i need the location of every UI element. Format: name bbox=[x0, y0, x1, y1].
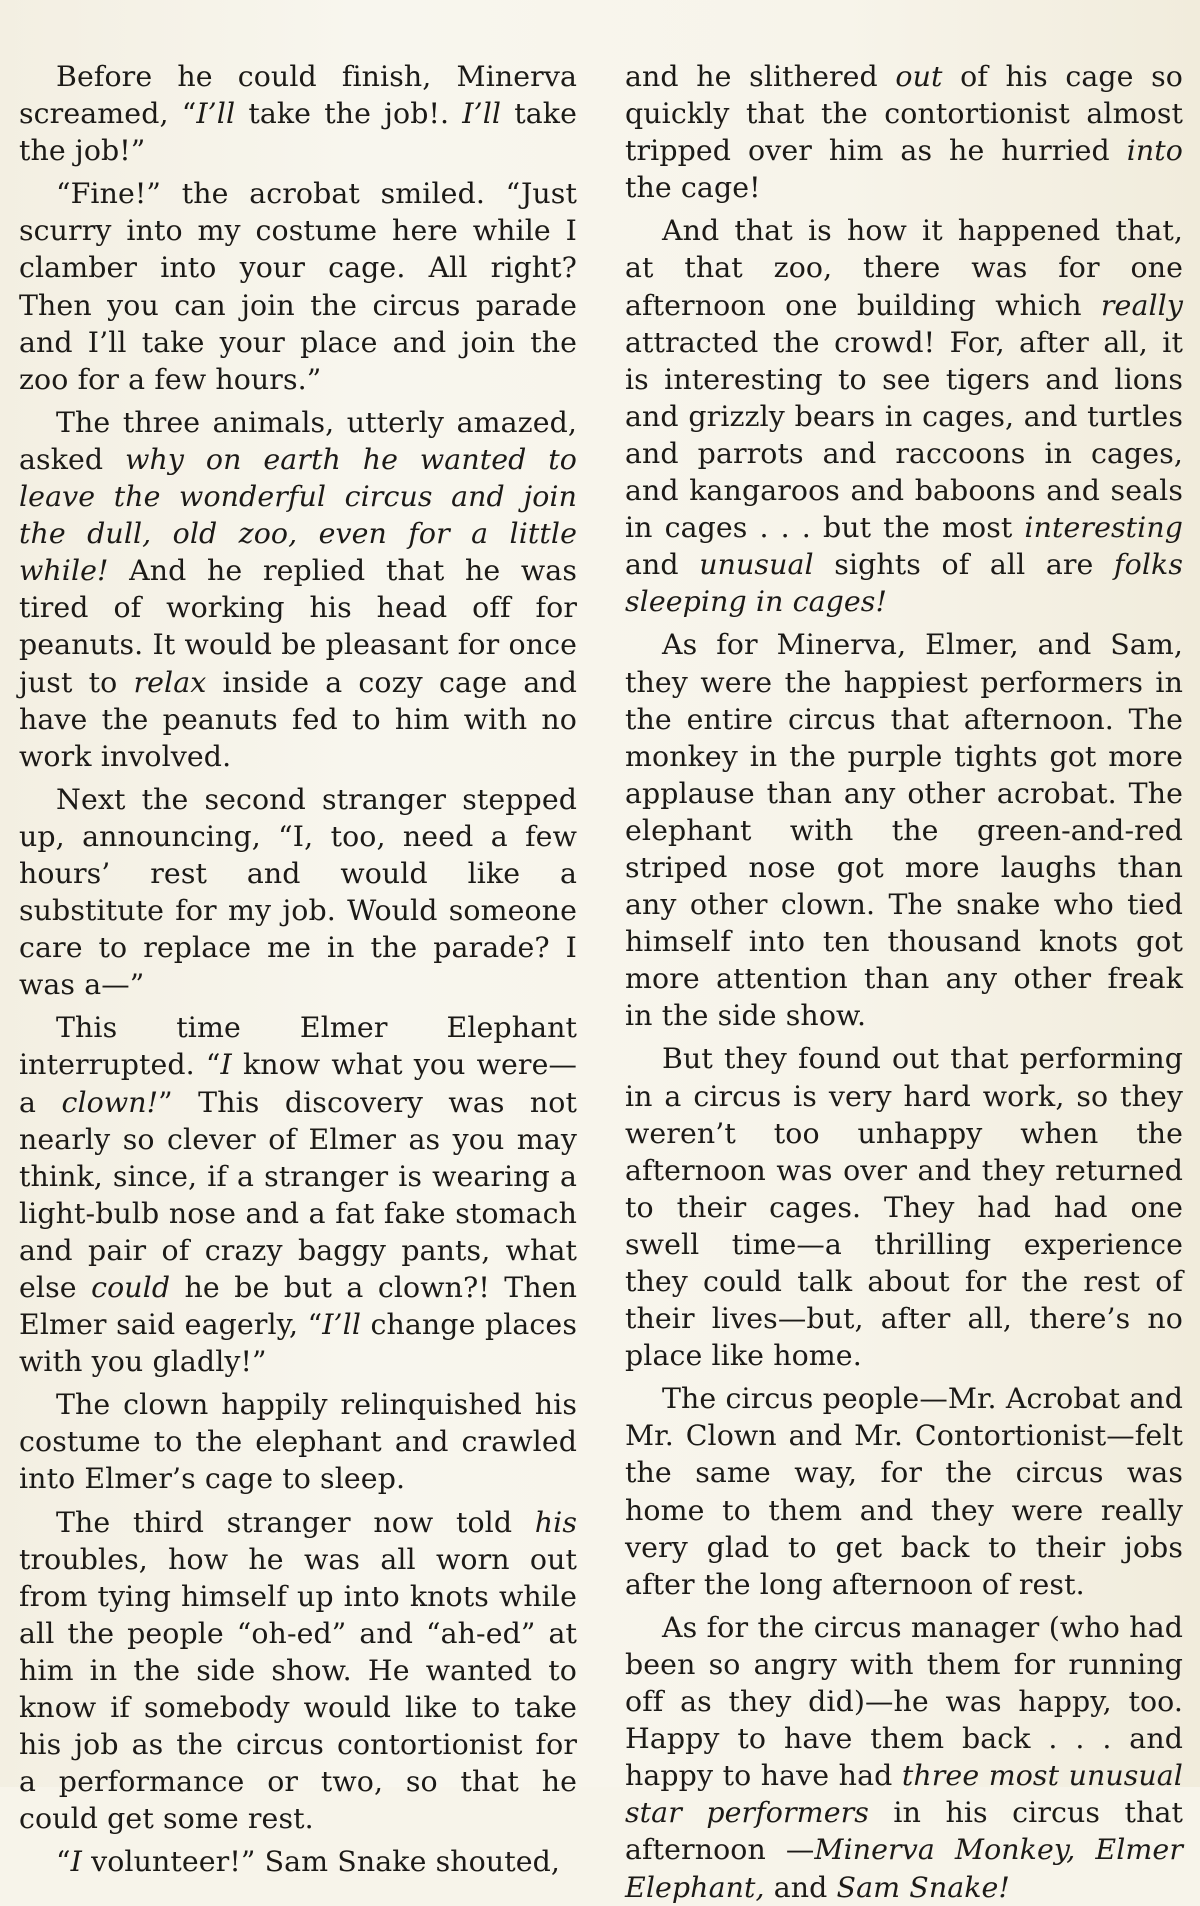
paragraph-circus-people: The circus people—Mr. Acrobat and Mr. Clown and Mr. Contortionist—felt the same way, for the circus was home to them and they were really very glad to get back to their jobs after the long afternoon of rest. bbox=[625, 1382, 1183, 1601]
text-span: Before he could finish, Minerva screamed, “ bbox=[19, 60, 577, 131]
italic-span: relax bbox=[133, 665, 207, 699]
right-column bbox=[625, 58, 1183, 1906]
text-span: the cage! bbox=[625, 171, 761, 205]
text-span: of his cage so quickly that the contortionist almost tripped over him as he hurried bbox=[625, 60, 1183, 168]
text-span: volunteer!” Sam Snake shouted, bbox=[81, 1845, 561, 1879]
italic-span: unusual bbox=[699, 548, 814, 582]
text-span: take the job!” bbox=[19, 97, 577, 168]
text-span: ” This discovery was not nearly so clever of Elmer as you may think, since, if a stranger is wearing a light-bulb nose and a fat fake stomach and pair of crazy baggy pants, what else bbox=[19, 1085, 578, 1304]
italic-span: I’ll bbox=[462, 97, 502, 131]
text-span: As for the circus manager (who had been so angry with them for running off as they did)—he was happy, too. Happy to have them back . . . and happy to have had bbox=[625, 1610, 1183, 1793]
text-span: take the job!. bbox=[235, 97, 463, 131]
italic-span: out bbox=[895, 60, 943, 93]
paragraph-minerva-screams bbox=[19, 58, 577, 169]
italic-span: clown! bbox=[61, 1085, 159, 1119]
text-span: sights of all are bbox=[813, 548, 1115, 582]
paragraph-sam-slithers bbox=[625, 58, 1183, 206]
italic-span: I’ll bbox=[322, 1308, 362, 1342]
paragraph-hard-work: But they found out that performing in a circus is very hard work, so they weren’t too unhappy when the afternoon was over and they returned to their cages. They had had one swell time—a thrilling experience they could talk about for the rest of their lives—but, after all, there’s no place like home. bbox=[625, 1042, 1183, 1373]
text-span: attracted the crowd! For, after all, it is interesting to see tigers and lions and grizzly bears in cages, and turtles and parrots and raccoons in cages, and kangaroos and baboons and seals in cages . . . but the most bbox=[625, 325, 1183, 545]
italic-span: folks sleeping in cages! bbox=[625, 548, 1183, 619]
paragraph-clown-relinquished: The clown happily relinquished his costume to the elephant and crawled into Elmer’s cage to sleep. bbox=[19, 1388, 577, 1496]
italic-span: Sam Snake! bbox=[836, 1870, 1010, 1904]
text-span: in his circus that afternoon — bbox=[625, 1796, 1183, 1867]
paragraph-second-stranger: Next the second stranger stepped up, announcing, “I, too, need a few hours’ rest and would like a substitute for my job. Would someone care to replace me in the parade? I was a—” bbox=[19, 782, 577, 1002]
italic-span: could bbox=[91, 1271, 171, 1304]
italic-span: I’ll bbox=[196, 97, 236, 131]
italic-span: his bbox=[534, 1505, 577, 1539]
text-span: The third stranger now told bbox=[56, 1505, 535, 1539]
paragraph-elmer-interrupts bbox=[19, 1009, 577, 1380]
italic-span: why on earth he wanted to leave the wonderful circus and join the dull, old zoo, even for a little while! bbox=[19, 442, 577, 588]
italic-span: I bbox=[220, 1048, 232, 1082]
text-span: know what you were—a bbox=[19, 1048, 577, 1119]
paragraph-sam-volunteers bbox=[19, 1843, 577, 1880]
italic-span: I bbox=[70, 1845, 82, 1879]
paragraph-three-animals bbox=[19, 404, 577, 775]
text-span: and bbox=[625, 548, 700, 582]
text-span: And that is how it happened that, at that zoo, there was for one afternoon one building which bbox=[625, 214, 1183, 322]
italic-span: really bbox=[1100, 288, 1183, 322]
text-span: “ bbox=[56, 1845, 71, 1879]
italic-span: interesting bbox=[1024, 511, 1183, 545]
paragraph-zoo-crowd bbox=[625, 212, 1183, 620]
italic-span: Minerva Monkey, Elmer Elephant, bbox=[625, 1833, 1183, 1904]
text-span: and bbox=[764, 1870, 837, 1904]
text-span: change places with you gladly!” bbox=[19, 1308, 577, 1379]
text-span: inside a cozy cage and have the peanuts fed to him with no work involved. bbox=[19, 665, 577, 773]
text-span: And he replied that he was tired of working his head off for peanuts. It would be pleasant for once just to bbox=[19, 554, 577, 699]
text-span: troubles, how he was all worn out from tying himself up into knots while all the people “oh-ed” and “ah-ed” at him in the side show. He wanted to know if somebody would like to take his job as the circus contortionist for a performance or two, so that he could get some rest. bbox=[19, 1542, 577, 1836]
paragraph-circus-manager bbox=[625, 1609, 1183, 1906]
paragraph-happiest-performers: As for Minerva, Elmer, and Sam, they were the happiest performers in the entire circus that afternoon. The monkey in the purple tights got more applause than any other acrobat. The elephant with the green-and-red striped nose got more laughs than any other clown. The snake who tied himself into ten thousand knots got more attention than any other freak in the side show. bbox=[625, 628, 1183, 1033]
left-column bbox=[19, 58, 577, 1881]
text-span: This time Elmer Elephant interrupted. “ bbox=[19, 1011, 577, 1082]
text-span: The three animals, utterly amazed, asked bbox=[19, 405, 577, 476]
paragraph-third-stranger bbox=[19, 1504, 577, 1838]
italic-span: three most unusual star performers bbox=[625, 1759, 1183, 1830]
paragraph-acrobat-smiles: “Fine!” the acrobat smiled. “Just scurry into my costume here while I clamber into your cage. All right? Then you can join the circus parade and I’ll take your place and join the zoo for a few hours.” bbox=[19, 177, 577, 396]
text-span: he be but a clown?! Then Elmer said eagerly, “ bbox=[19, 1271, 577, 1342]
italic-span: into bbox=[1126, 134, 1183, 168]
text-span: and he slithered bbox=[625, 60, 896, 93]
